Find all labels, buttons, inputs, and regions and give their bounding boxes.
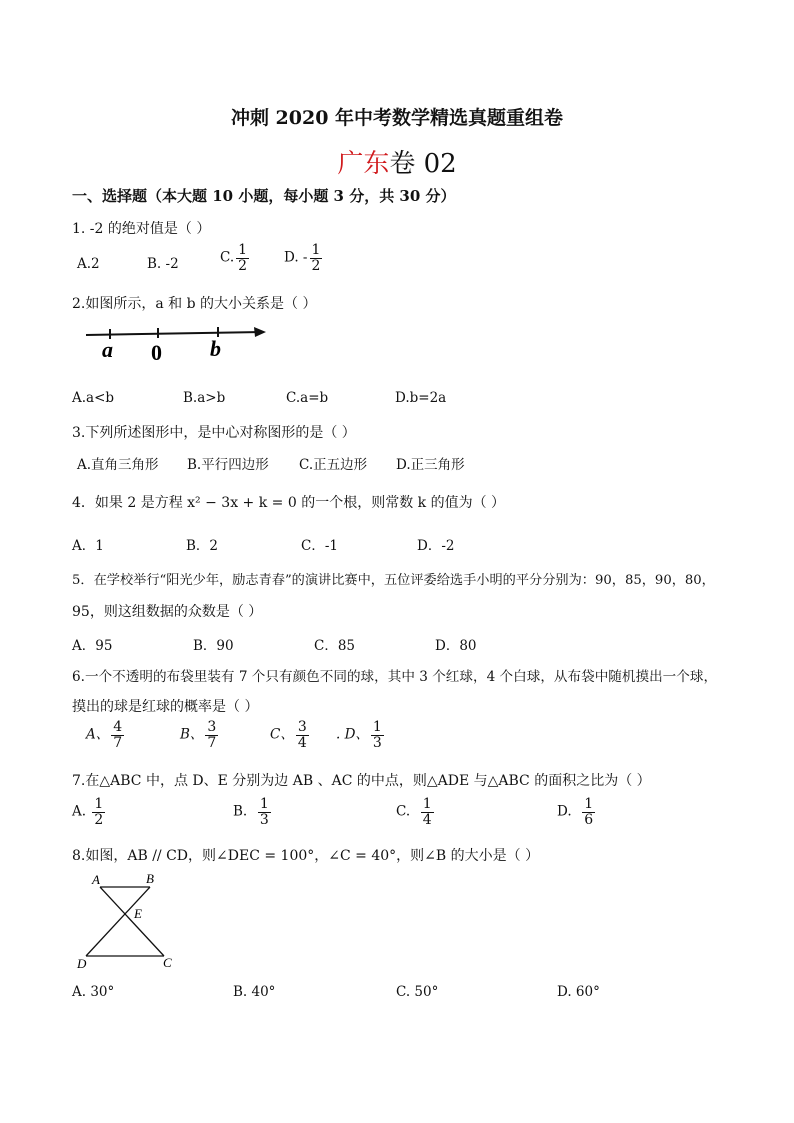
q6-option-a — [86, 720, 124, 750]
q2-option-b: B.a>b — [183, 390, 226, 406]
q7-option-b — [233, 797, 271, 827]
segment-bd — [86, 887, 150, 956]
section-heading: 一、选择题（本大题 10 小题，每小题 3 分，共 30 分） — [72, 187, 456, 205]
q7-option-c — [396, 797, 434, 827]
q7-option-a — [72, 797, 105, 827]
q1-option-d-fraction — [310, 243, 323, 273]
q5-option-b: B．90 — [193, 638, 234, 654]
q1-option-d — [284, 243, 322, 273]
q1-c-numerator: 1 — [238, 242, 248, 258]
q7-d-denominator: 6 — [584, 811, 594, 828]
q7-c-denominator: 4 — [422, 811, 432, 828]
q3-option-b: B.平行四边形 — [187, 457, 269, 473]
point-b-label: B — [146, 871, 154, 886]
q4-option-b: B．2 — [186, 538, 219, 554]
q6-option-c-label: C、 — [270, 726, 294, 743]
q3-option-c: C.正五边形 — [299, 457, 368, 473]
q5-option-d: D．80 — [435, 638, 477, 654]
q4-option-d: D．-2 — [417, 538, 455, 554]
point-c-label: C — [163, 955, 172, 970]
q1-option-c — [220, 243, 249, 273]
q6-option-d — [336, 720, 384, 750]
q8-option-a: A. 30° — [72, 984, 115, 1000]
q7-a-numerator: 1 — [94, 796, 104, 812]
q1-option-b: B. -2 — [147, 256, 179, 272]
q6-option-a-label: A、 — [86, 726, 110, 743]
q2-option-a: A.a<b — [72, 390, 115, 406]
q7-option-d-fraction — [582, 797, 595, 827]
q1-d-numerator: 1 — [311, 242, 321, 258]
q6-b-denominator: 7 — [207, 734, 217, 751]
q6-a-denominator: 7 — [113, 734, 123, 751]
q1-d-denominator: 2 — [311, 257, 321, 274]
q7-stem: 7.在△ABC 中，点 D、E 分别为边 AB 、AC 的中点，则△ADE 与△ABC 的面积之比为（ ） — [72, 773, 651, 789]
q6-d-denominator: 3 — [372, 734, 382, 751]
q7-option-c-fraction — [421, 797, 434, 827]
label-a: a — [102, 337, 113, 362]
q1-option-c-label: C. — [220, 249, 235, 266]
q7-option-d-label: D. — [557, 803, 572, 820]
q7-b-denominator: 3 — [259, 811, 269, 828]
number-line — [86, 332, 260, 335]
q4-option-c: C．-1 — [301, 538, 338, 554]
q6-option-a-fraction — [111, 720, 124, 750]
q5-option-c: C．85 — [314, 638, 356, 654]
q6-option-c-fraction — [296, 720, 309, 750]
q5-stem-line2: 95，则这组数据的众数是（ ） — [72, 604, 263, 620]
page-subtitle — [0, 143, 794, 180]
q1-option-c-fraction — [236, 243, 249, 273]
q6-option-c — [270, 720, 309, 750]
q4-option-a: A．1 — [72, 538, 104, 554]
number-line-figure — [80, 320, 280, 370]
q6-stem-line1: 6.一个不透明的布袋里装有 7 个只有颜色不同的球，其中 3 个红球，4 个白球，从布袋中随机摸出一个球， — [72, 669, 718, 685]
q1-c-denominator: 2 — [238, 257, 248, 274]
q6-c-denominator: 4 — [297, 734, 307, 751]
q1-option-d-label: D. - — [284, 249, 308, 266]
point-e-label: E — [134, 906, 142, 921]
label-b: b — [210, 336, 221, 361]
q1-option-a: A.2 — [77, 256, 100, 272]
q8-option-c: C. 50° — [396, 984, 439, 1000]
q6-option-b — [180, 720, 218, 750]
q3-stem: 3.下列所述图形中，是中心对称图形的是（ ） — [72, 425, 356, 441]
q6-d-numerator: 1 — [372, 719, 382, 735]
q6-stem-line2: 摸出的球是红球的概率是（ ） — [72, 699, 259, 715]
q7-a-denominator: 2 — [94, 811, 104, 828]
q4-stem: 4．如果 2 是方程 x² − 3x + k = 0 的一个根，则常数 k 的值为（ ） — [72, 495, 506, 511]
page-title: 冲刺 2020 年中考数学精选真题重组卷 — [230, 107, 564, 129]
q7-option-d — [557, 797, 595, 827]
q6-b-numerator: 3 — [207, 719, 217, 735]
number-line-arrow — [254, 327, 266, 337]
q7-option-c-label: C. — [396, 803, 411, 820]
q7-option-b-fraction — [258, 797, 271, 827]
q7-d-numerator: 1 — [584, 796, 594, 812]
q5-stem-line1: 5．在学校举行“阳光少年，励志青春”的演讲比赛中，五位评委给选手小明的平分分别为：90，85，90，80， — [72, 573, 715, 588]
q8-option-d: D. 60° — [557, 984, 600, 1000]
q7-option-b-label: B. — [233, 803, 248, 820]
q7-c-numerator: 1 — [422, 796, 432, 812]
q6-option-d-label: . D、 — [336, 726, 369, 743]
q5-option-a: A．95 — [72, 638, 113, 654]
parallel-lines-figure — [72, 868, 192, 976]
q8-stem: 8.如图，AB // CD，则∠DEC = 100°，∠C = 40°，则∠B 的大小是（ ） — [72, 848, 540, 864]
label-zero: 0 — [151, 340, 162, 365]
q1-stem: 1. -2 的绝对值是（ ） — [72, 221, 211, 237]
subtitle-province: 广东 — [337, 149, 390, 179]
q6-option-b-label: B、 — [180, 726, 204, 743]
q6-c-numerator: 3 — [297, 719, 307, 735]
segment-ac — [100, 887, 164, 956]
q3-option-d: D.正三角形 — [396, 457, 465, 473]
point-d-label: D — [77, 956, 87, 971]
q2-stem: 2.如图所示，a 和 b 的大小关系是（ ） — [72, 296, 317, 312]
subtitle-volume: 卷 02 — [389, 149, 457, 179]
q6-option-b-fraction — [205, 720, 218, 750]
q2-option-c: C.a=b — [286, 390, 329, 406]
q6-option-d-fraction — [371, 720, 384, 750]
q3-option-a: A.直角三角形 — [77, 457, 159, 473]
q2-option-d: D.b=2a — [395, 390, 447, 406]
q7-b-numerator: 1 — [259, 796, 269, 812]
q8-option-b: B. 40° — [233, 984, 276, 1000]
q7-option-a-label: A. — [72, 803, 87, 820]
q6-a-numerator: 4 — [113, 719, 123, 735]
point-a-label: A — [92, 872, 100, 887]
q7-option-a-fraction — [92, 797, 105, 827]
